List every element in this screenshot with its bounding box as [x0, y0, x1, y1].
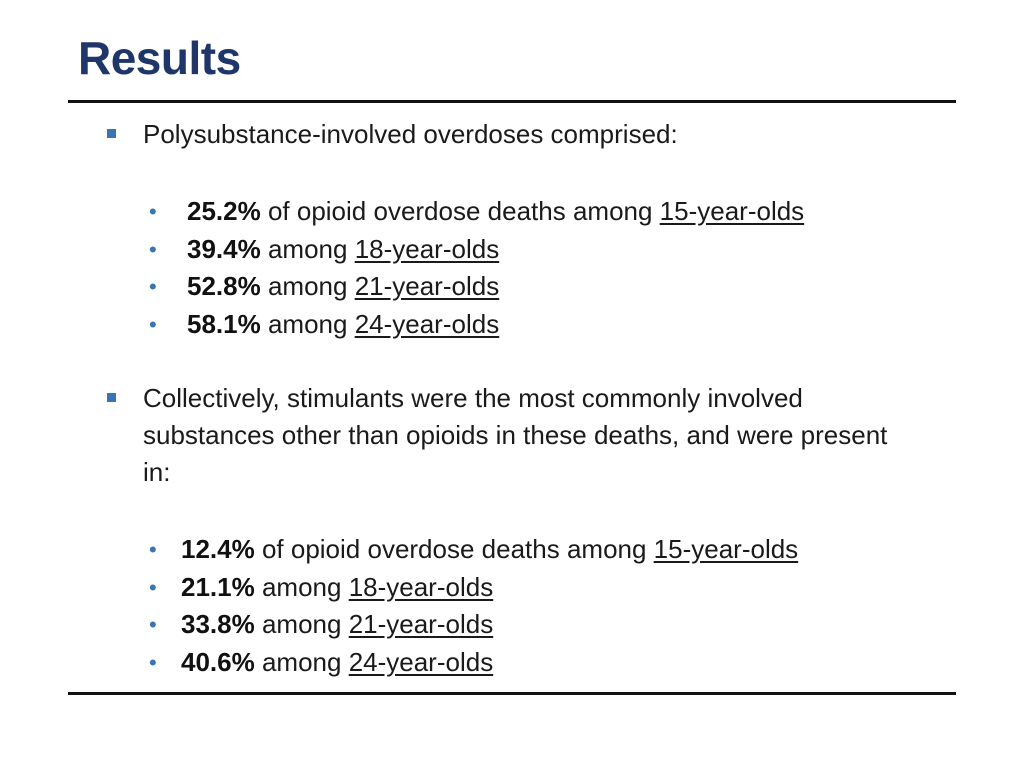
age-group: 21-year-olds	[354, 271, 500, 301]
square-bullet-icon	[107, 129, 116, 138]
main-bullet-text: Polysubstance-involved overdoses comprised:	[143, 119, 678, 149]
percentage: 39.4%	[187, 233, 261, 264]
dot-bullet-icon: •	[149, 612, 157, 637]
dot-bullet-icon: •	[149, 274, 157, 299]
age-group: 21-year-olds	[348, 609, 494, 639]
polysubstance-list	[0, 193, 1024, 343]
percentage: 40.6%	[181, 646, 255, 677]
item-text: among	[254, 646, 349, 677]
item-text: among	[254, 571, 349, 602]
percentage: 12.4%	[181, 534, 255, 564]
list-item	[0, 569, 1024, 607]
dot-bullet-icon: •	[149, 537, 157, 562]
percentage: 21.1%	[181, 571, 255, 602]
percentage: 58.1%	[187, 308, 261, 339]
stimulants-list	[0, 531, 1024, 681]
main-bullet-item	[0, 116, 903, 153]
age-group: 24-year-olds	[348, 646, 494, 677]
dot-bullet-icon: •	[149, 574, 157, 600]
list-item	[0, 606, 1024, 644]
bottom-divider	[68, 692, 956, 695]
list-item	[0, 531, 1024, 569]
list-item	[0, 231, 1024, 269]
dot-bullet-icon: •	[149, 199, 157, 224]
item-text: among	[260, 233, 355, 264]
age-group: 18-year-olds	[348, 571, 494, 602]
dot-bullet-icon: •	[149, 311, 157, 337]
item-text: of opioid overdose deaths among	[260, 196, 660, 226]
list-item	[0, 306, 1024, 344]
section-stimulants	[0, 380, 1024, 491]
list-item	[0, 644, 1024, 682]
square-bullet-icon	[107, 393, 116, 402]
main-bullet-item	[0, 380, 903, 491]
percentage: 25.2%	[187, 196, 261, 226]
item-text: among	[260, 271, 355, 301]
slide-title: Results	[78, 32, 241, 84]
item-text: among	[254, 609, 349, 639]
item-text: of opioid overdose deaths among	[254, 534, 654, 564]
age-group: 18-year-olds	[354, 233, 500, 264]
top-divider	[68, 100, 956, 103]
percentage: 52.8%	[187, 271, 261, 301]
percentage: 33.8%	[181, 609, 255, 639]
dot-bullet-icon: •	[149, 649, 157, 675]
age-group: 15-year-olds	[659, 196, 805, 226]
main-bullet-text: Collectively, stimulants were the most commonly involved substances other than opioids in these deaths, and were present in:	[143, 383, 888, 487]
list-item	[0, 268, 1024, 306]
list-item	[0, 193, 1024, 231]
section-polysubstance	[0, 116, 1024, 153]
item-text: among	[260, 308, 355, 339]
age-group: 15-year-olds	[653, 534, 799, 564]
dot-bullet-icon: •	[149, 236, 157, 262]
age-group: 24-year-olds	[354, 308, 500, 339]
